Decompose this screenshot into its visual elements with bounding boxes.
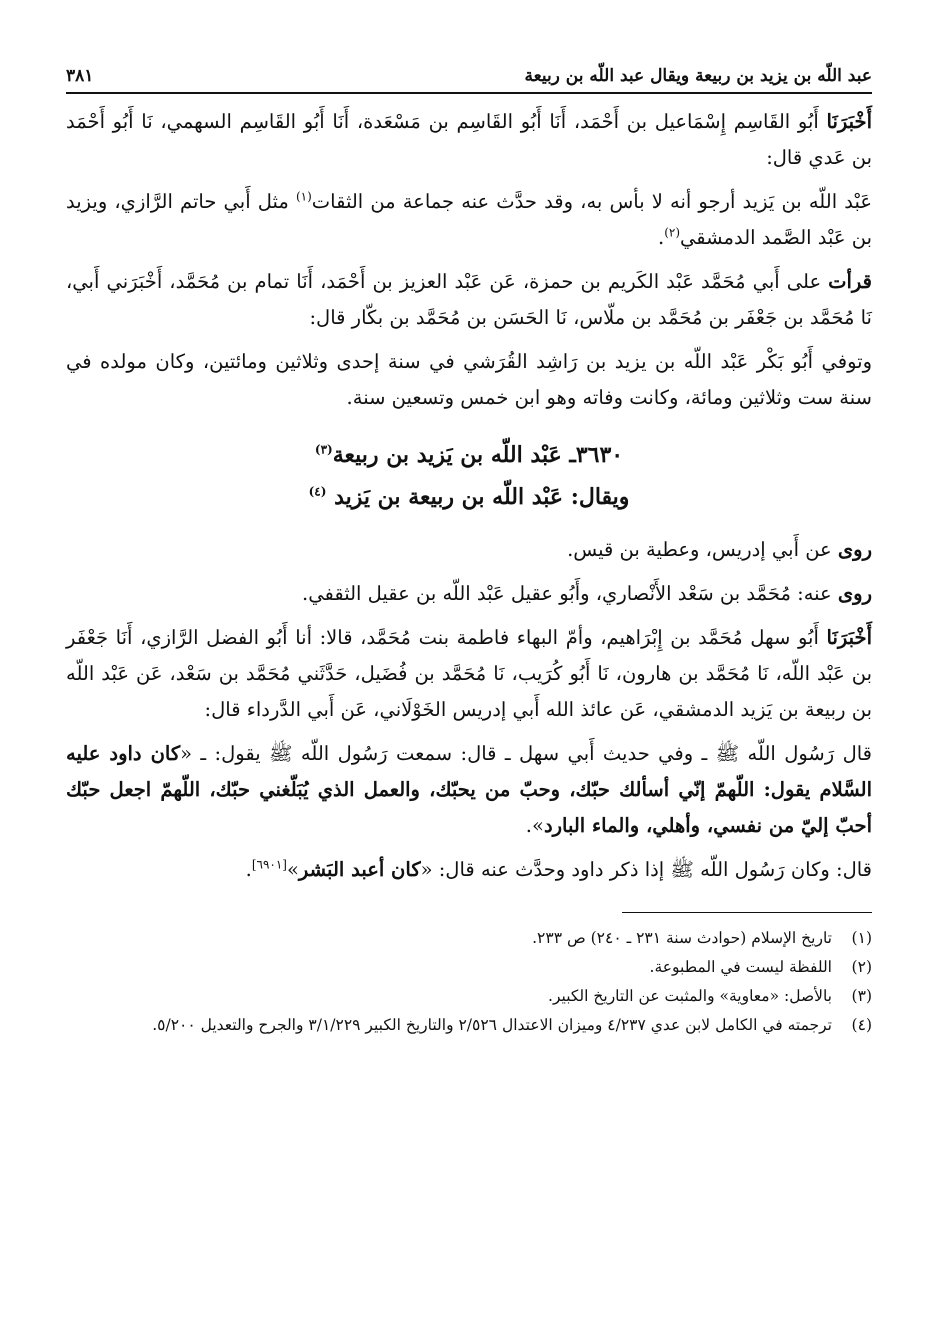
paragraph [66,852,872,888]
footnote-ref[interactable]: (٢) [664,225,681,240]
paragraph [66,532,872,568]
biography-name: ٣٦٣٠ـ عَبْد اللّه بن يَزيد بن ربيعة [332,442,624,468]
footnote-ref[interactable]: (١) [295,189,312,204]
biography-title [66,434,872,518]
paragraph-text: » [286,858,299,881]
biography-title-line [66,476,872,518]
paragraph-lead: قرأت [828,270,872,293]
hadith-text: كان أعبد البَشر [298,858,421,881]
footnote-text: بالأصل: «معاوية» والمثبت عن التاريخ الكبير. [548,987,832,1005]
paragraph-text: أَبُو القَاسِم إِسْمَاعيل بن أَحْمَد، أَنَا أَبُو القَاسِم بن مَسْعَدة، أَنَا أَبُو القَاسِم السهمي، نَا أَبُو أَحْمَد بن عَدي قال: [66,110,872,169]
hadith-number: [٦٩٠١] [251,857,287,872]
footnotes [66,925,872,1039]
paragraph-lead: روى [837,582,872,605]
paragraph-text: عَبْد اللّه بن يَزيد أرجو أنه لا بأس به، وقد حدَّث عنه جماعة من الثقات [311,190,872,213]
paragraph [66,620,872,728]
paragraph-text: قال رَسُول اللّه ﷺ ـ وفي حديث أَبي سهل ـ قال: سمعت رَسُول اللّه ﷺ يقول: ـ « [180,742,872,765]
paragraph [66,104,872,176]
paragraph [66,344,872,416]
paragraph-text: عن أَبي إدريس، وعطية بن قيس. [567,538,838,561]
footnote-text: اللفظة ليست في المطبوعة. [649,958,832,976]
paragraph [66,264,872,336]
biography-alt-name: ويقال: عَبْد اللّه بن ربيعة بن يَزيد [334,484,630,510]
paragraph-lead: روى [837,538,872,561]
footnote-ref[interactable]: (٣) [314,442,333,457]
page-number: ٣٨١ [66,66,94,86]
footnote-text: ترجمته في الكامل لابن عدي ٤/٢٣٧ وميزان الاعتدال ٢/٥٢٦ والتاريخ الكبير ٣/١/٢٢٩ والجرح والتعديل ٥/٢٠٠. [152,1016,832,1034]
paragraph [66,736,872,844]
running-title: عبد اللّه بن يزيد بن ربيعة ويقال عبد اللّه بن ربيعة [524,66,872,86]
paragraph-text: وتوفي أَبُو بَكْر عَبْد اللّه بن يزيد بن رَاشِد القُرَشي في سنة إحدى وثلاثين ومائتين، وكان مولده في سنة ست وثلاثين ومائة، وكانت وفاته وهو ابن خمس وتسعين سنة. [66,350,872,409]
main-text [66,104,872,888]
footnote-number: (٤) [851,1016,872,1034]
paragraph [66,184,872,256]
paragraph-text: عنه: مُحَمَّد بن سَعْد الأَنْصاري، وأَبُو عقيل عَبْد اللّه بن عقيل الثقفي. [302,582,838,605]
footnote-number: (٣) [851,987,872,1005]
footnote-item [66,925,872,952]
footnote-text: تاريخ الإسلام (حوادث سنة ٢٣١ ـ ٢٤٠) ص ٢٣٣. [532,929,832,947]
paragraph-text: مثل أَبي حاتم الرَّازي، ويزيد بن عَبْد الصَّمد الدمشقي [66,190,872,249]
page-header [66,56,872,94]
paragraph-lead: أَخْبَرَنَا [826,626,872,649]
paragraph-text: قال: وكان رَسُول اللّه ﷺ إذا ذكر داود وحدَّث عنه قال: « [420,858,872,881]
footnote-number: (١) [851,929,872,947]
paragraph-text: على أَبي مُحَمَّد عَبْد الكَريم بن حمزة، عَن عَبْد العزيز بن أَحْمَد، أَنَا تمام بن مُحَمَّد، أَخْبَرَني أَبي، نَا مُحَمَّد بن جَعْفَر بن مُحَمَّد بن ملّاس، نَا الحَسَن بن مُحَمَّد بن بكّار قال: [66,270,872,329]
footnote-item [66,983,872,1010]
footnote-number: (٢) [851,958,872,976]
hadith-text: كان داود عليه السَّلام يقول: اللّهمّ إنّي أسألك حبّك، وحبّ من يحبّك، والعمل الذي يُبَلّغني حبّك، اللّهمّ اجعل حبّك أحبّ إليّ من نفسي، وأهلي، والماء البارد [66,742,872,837]
biography-title-line [66,434,872,476]
footnote-ref[interactable]: (٤) [308,484,327,499]
footnote-divider [622,912,872,913]
footnote-item [66,1012,872,1039]
footnote-item [66,954,872,981]
paragraph-lead: أَخْبَرَنَا [826,110,872,133]
paragraph-text: أَبُو سهل مُحَمَّد بن إِبْرَاهيم، وأمّ البهاء فاطمة بنت مُحَمَّد، قالا: أنا أَبُو الفضل الرَّازي، أَنَا جَعْفَر بن عَبْد اللّه، نَا مُحَمَّد بن هارون، نَا أَبُو كُرَيب، نَا مُحَمَّد بن فُضَيل، حَدَّثَني مُحَمَّد بن سَعْد، عَن عَبْد اللّه بن ربيعة بن يَزيد الدمشقي، عَن عائذ الله أَبي إدريس الخَوْلَاني، عَن أَبي الدَّرداء قال: [66,626,872,721]
paragraph-text: . [245,858,252,881]
paragraph-text: . [658,226,665,249]
paragraph [66,576,872,612]
paragraph-text: ». [525,814,544,837]
